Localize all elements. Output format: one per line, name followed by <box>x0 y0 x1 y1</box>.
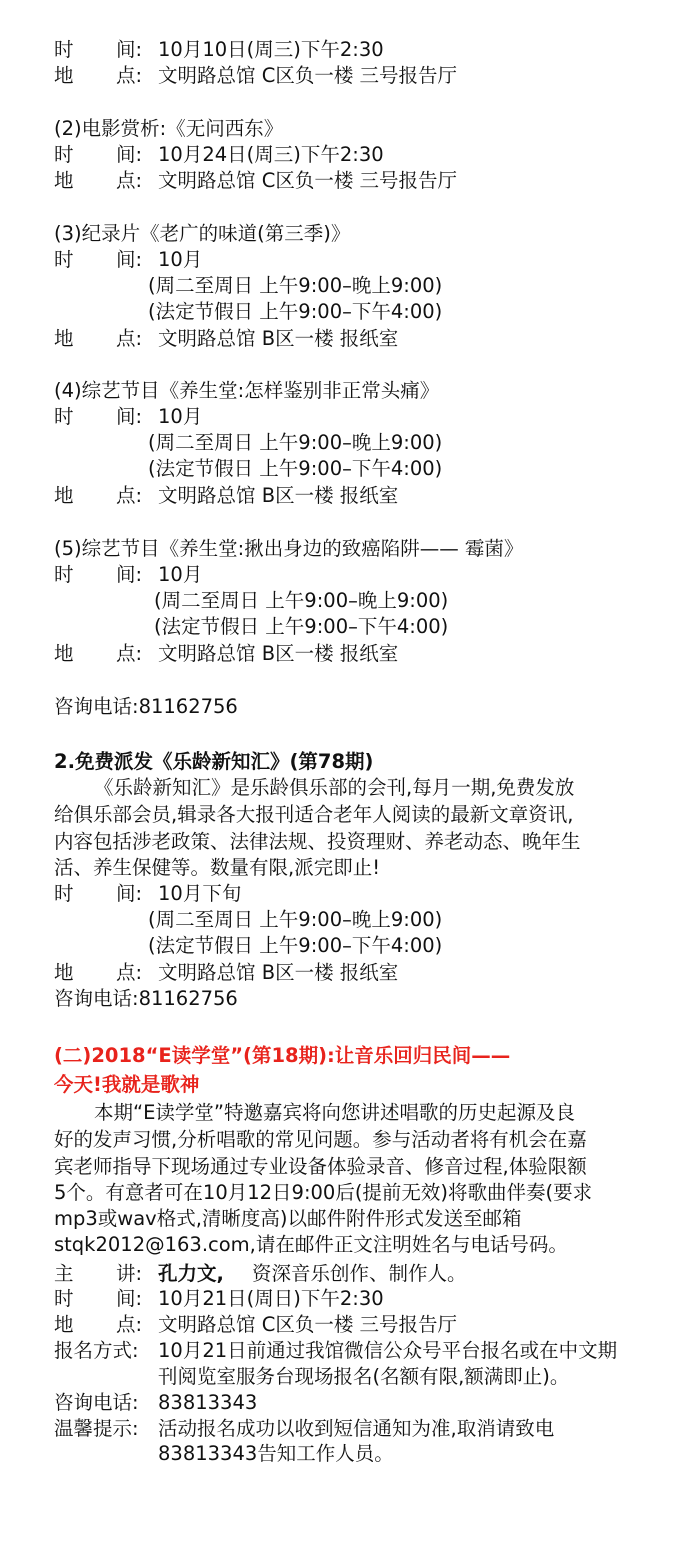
place-label: 地 <box>54 961 74 984</box>
place-label: 地 <box>54 169 74 192</box>
speaker-name: 孔力文, <box>158 1262 224 1285</box>
time-value: 10月 <box>158 563 203 586</box>
opening-hours: (周二至周日 上午9:00–晚上9:00) <box>148 431 443 454</box>
paragraph-line: 给俱乐部会员,辑录各大报刊适合老年人阅读的最新文章资讯, <box>54 803 574 826</box>
item5-place-row <box>0 641 700 667</box>
section3-title-2 <box>0 1072 700 1098</box>
time-value: 10月21日(周日)下午2:30 <box>158 1287 384 1310</box>
item5-hours-1 <box>0 588 700 614</box>
paragraph-line: 本期“E读学堂”特邀嘉宾将向您讲述唱歌的历史起源及良 <box>94 1101 576 1124</box>
consult-phone: 83813343 <box>158 1391 258 1414</box>
time-label-colon: 间: <box>116 143 143 166</box>
tip-label: 温馨提示: <box>54 1417 139 1440</box>
place-value: 文明路总馆 B区一楼 报纸室 <box>158 484 399 507</box>
place-label: 地 <box>54 1313 74 1336</box>
time-label: 时 <box>54 248 74 271</box>
item-title: (5)综艺节目《养生堂:揪出身边的致癌陷阱—— 霉菌》 <box>54 537 524 560</box>
item3-hours-2 <box>0 299 700 325</box>
section3-consult-row <box>0 1390 700 1416</box>
section-title: (二)2018“E读学堂”(第18期):让音乐回归民间—— <box>54 1044 511 1067</box>
paragraph-line: mp3或wav格式,清晰度高)以邮件附件形式发送至邮箱 <box>54 1207 522 1230</box>
paragraph-line: 5个。有意者可在10月12日9:00后(提前无效)将歌曲伴奏(要求 <box>54 1181 593 1204</box>
opening-hours: (周二至周日 上午9:00–晚上9:00) <box>154 589 449 612</box>
item-title: (4)综艺节目《养生堂:怎样鉴别非正常头痛》 <box>54 379 440 402</box>
place-value: 文明路总馆 C区负一楼 三号报告厅 <box>158 169 458 192</box>
place-label-colon: 点: <box>116 1313 143 1336</box>
place-label-colon: 点: <box>116 327 143 350</box>
place-label: 地 <box>54 484 74 507</box>
item4-time-row <box>0 404 700 430</box>
time-label-colon: 间: <box>116 563 143 586</box>
place-label-colon: 点: <box>116 961 143 984</box>
holiday-hours: (法定节假日 上午9:00–下午4:00) <box>148 300 443 323</box>
item2-title <box>0 116 700 142</box>
section3-place-row <box>0 1312 700 1338</box>
time-label-colon: 间: <box>116 248 143 271</box>
section3-title-1 <box>0 1043 700 1069</box>
section-title-continued: 今天!我就是歌神 <box>54 1073 200 1096</box>
section2-title <box>0 749 700 775</box>
section2-hours-2 <box>0 933 700 959</box>
place-label-colon: 点: <box>116 64 143 87</box>
section2-body-2 <box>0 802 700 828</box>
paragraph-line: 好的发声习惯,分析唱歌的常见问题。参与活动者将有机会在嘉 <box>54 1128 587 1151</box>
item3-title <box>0 221 700 247</box>
place-label: 地 <box>54 327 74 350</box>
place-label: 地 <box>54 64 74 87</box>
section2-consult-row <box>0 986 700 1012</box>
consult-phone: 咨询电话:81162756 <box>54 987 238 1010</box>
item1-time-row <box>0 37 700 63</box>
time-label-colon: 间: <box>116 38 143 61</box>
time-label: 时 <box>54 1287 74 1310</box>
item5-hours-2 <box>0 614 700 640</box>
time-label: 时 <box>54 38 74 61</box>
item5-title <box>0 536 700 562</box>
section3-signup-row-2 <box>0 1364 700 1390</box>
section3-body-1 <box>0 1100 700 1126</box>
tip-text-continued: 83813343告知工作人员。 <box>158 1442 394 1465</box>
signup-label: 报名方式: <box>54 1339 139 1362</box>
item4-hours-1 <box>0 430 700 456</box>
section3-signup-row <box>0 1338 700 1364</box>
time-label: 时 <box>54 143 74 166</box>
item1-place-row <box>0 63 700 89</box>
paragraph-line: 活、养生保健等。数量有限,派完即止! <box>54 856 381 879</box>
section2-hours-1 <box>0 907 700 933</box>
signup-text-continued: 刊阅览室服务台现场报名(名额有限,额满即止)。 <box>158 1365 570 1388</box>
paragraph-line: stqk2012@163.com,请在邮件正文注明姓名与电话号码。 <box>54 1233 568 1256</box>
signup-text: 10月21日前通过我馆微信公众号平台报名或在中文期 <box>158 1339 618 1362</box>
section2-place-row <box>0 960 700 986</box>
place-label: 地 <box>54 642 74 665</box>
section2-body-4 <box>0 855 700 881</box>
section3-time-row <box>0 1286 700 1312</box>
consult-label: 咨询电话: <box>54 1391 139 1414</box>
time-value: 10月 <box>158 405 203 428</box>
time-label-colon: 间: <box>116 1287 143 1310</box>
time-label: 时 <box>54 882 74 905</box>
section3-body-6 <box>0 1232 700 1258</box>
tip-text: 活动报名成功以收到短信通知为准,取消请致电 <box>158 1417 555 1440</box>
item2-time-row <box>0 142 700 168</box>
time-label-colon: 间: <box>116 405 143 428</box>
opening-hours: (周二至周日 上午9:00–晚上9:00) <box>148 908 443 931</box>
consult-phone: 咨询电话:81162756 <box>54 695 238 718</box>
item4-title <box>0 378 700 404</box>
place-value: 文明路总馆 B区一楼 报纸室 <box>158 327 399 350</box>
place-label-colon: 点: <box>116 642 143 665</box>
item4-hours-2 <box>0 456 700 482</box>
holiday-hours: (法定节假日 上午9:00–下午4:00) <box>148 457 443 480</box>
place-value: 文明路总馆 B区一楼 报纸室 <box>158 642 399 665</box>
section2-time-row <box>0 881 700 907</box>
paragraph-line: 内容包括涉老政策、法律法规、投资理财、养老动态、晚年生 <box>54 830 581 853</box>
holiday-hours: (法定节假日 上午9:00–下午4:00) <box>154 615 449 638</box>
consult-phone-row <box>0 694 700 720</box>
paragraph-line: 《乐龄新知汇》是乐龄俱乐部的会刊,每月一期,免费发放 <box>94 776 575 799</box>
place-value: 文明路总馆 C区负一楼 三号报告厅 <box>158 64 458 87</box>
place-label-colon: 点: <box>116 484 143 507</box>
section2-body-1 <box>0 775 700 801</box>
item-title: (3)纪录片《老广的味道(第三季)》 <box>54 222 351 245</box>
place-label-colon: 点: <box>116 169 143 192</box>
time-value: 10月下旬 <box>158 882 242 905</box>
time-value: 10月10日(周三)下午2:30 <box>158 38 384 61</box>
opening-hours: (周二至周日 上午9:00–晚上9:00) <box>148 274 443 297</box>
time-label: 时 <box>54 405 74 428</box>
time-value: 10月 <box>158 248 203 271</box>
time-label: 时 <box>54 563 74 586</box>
speaker-description: 资深音乐创作、制作人。 <box>252 1262 467 1285</box>
section3-body-4 <box>0 1180 700 1206</box>
section2-body-3 <box>0 829 700 855</box>
time-value: 10月24日(周三)下午2:30 <box>158 143 384 166</box>
item5-time-row <box>0 562 700 588</box>
section3-speaker-row <box>0 1261 700 1287</box>
section3-tip-row-2 <box>0 1441 700 1467</box>
section3-body-2 <box>0 1127 700 1153</box>
holiday-hours: (法定节假日 上午9:00–下午4:00) <box>148 934 443 957</box>
time-label-colon: 间: <box>116 882 143 905</box>
section3-body-5 <box>0 1206 700 1232</box>
item2-place-row <box>0 168 700 194</box>
speaker-label: 主 <box>54 1262 74 1285</box>
section3-body-3 <box>0 1154 700 1180</box>
place-value: 文明路总馆 B区一楼 报纸室 <box>158 961 399 984</box>
item3-place-row <box>0 326 700 352</box>
section-title: 2.免费派发《乐龄新知汇》(第78期) <box>54 750 374 773</box>
place-value: 文明路总馆 C区负一楼 三号报告厅 <box>158 1313 458 1336</box>
item3-time-row <box>0 247 700 273</box>
speaker-label-colon: 讲: <box>116 1262 143 1285</box>
paragraph-line: 宾老师指导下现场通过专业设备体验录音、修音过程,体验限额 <box>54 1155 587 1178</box>
item3-hours-1 <box>0 273 700 299</box>
item-title: (2)电影赏析:《无问西东》 <box>54 117 284 140</box>
item4-place-row <box>0 483 700 509</box>
section3-tip-row <box>0 1416 700 1442</box>
